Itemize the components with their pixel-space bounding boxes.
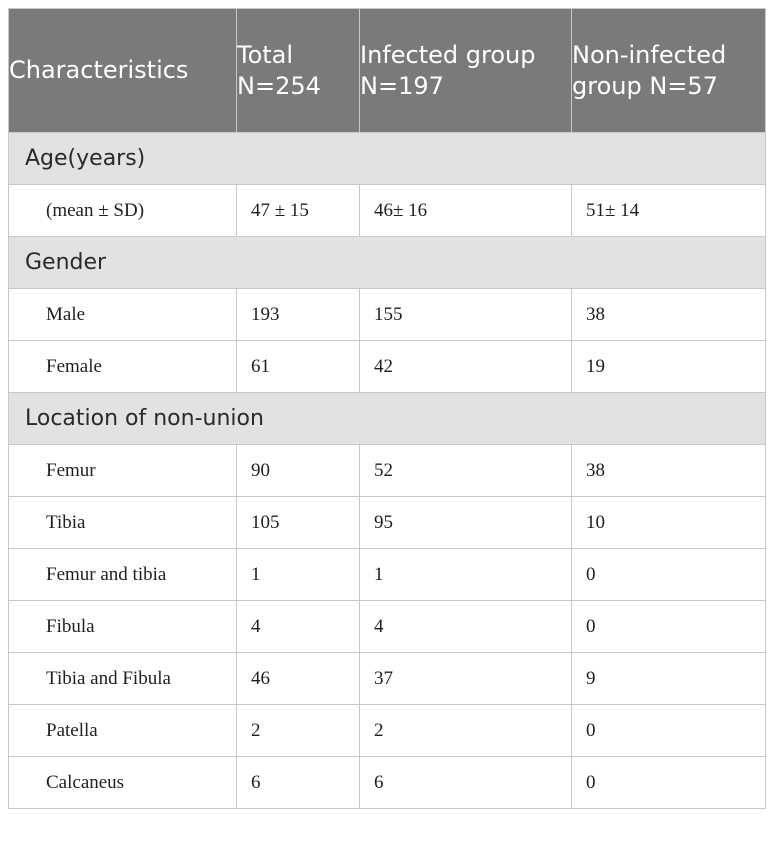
cell-total: 47 ± 15 [237, 185, 360, 237]
cell-infected: 42 [360, 341, 572, 393]
cell-infected: 4 [360, 601, 572, 653]
section-title: Location of non-union [9, 393, 766, 445]
table-row [9, 341, 766, 393]
cell-infected: 2 [360, 705, 572, 757]
cell-total: 1 [237, 549, 360, 601]
cell-infected: 37 [360, 653, 572, 705]
table-row [9, 601, 766, 653]
cell-total: 46 [237, 653, 360, 705]
table-row [9, 757, 766, 809]
cell-total: 2 [237, 705, 360, 757]
table-row [9, 445, 766, 497]
row-label: Male [9, 289, 237, 341]
cell-noninfected: 51± 14 [572, 185, 766, 237]
cell-total: 6 [237, 757, 360, 809]
cell-noninfected: 10 [572, 497, 766, 549]
table-row [9, 549, 766, 601]
cell-noninfected: 0 [572, 549, 766, 601]
row-label: Fibula [9, 601, 237, 653]
header-row [9, 9, 766, 133]
table-row [9, 185, 766, 237]
characteristics-table [8, 8, 766, 809]
cell-total: 193 [237, 289, 360, 341]
cell-infected: 46± 16 [360, 185, 572, 237]
header-noninfected: Non-infected group N=57 [572, 9, 766, 133]
row-label: Tibia [9, 497, 237, 549]
cell-noninfected: 38 [572, 445, 766, 497]
cell-noninfected: 38 [572, 289, 766, 341]
header-characteristics: Characteristics [9, 9, 237, 133]
cell-noninfected: 19 [572, 341, 766, 393]
row-label: Tibia and Fibula [9, 653, 237, 705]
cell-noninfected: 0 [572, 705, 766, 757]
section-location [9, 393, 766, 445]
cell-total: 90 [237, 445, 360, 497]
row-label: Female [9, 341, 237, 393]
cell-infected: 95 [360, 497, 572, 549]
cell-noninfected: 0 [572, 757, 766, 809]
row-label: Femur and tibia [9, 549, 237, 601]
table-row [9, 497, 766, 549]
section-age [9, 133, 766, 185]
section-title: Age(years) [9, 133, 766, 185]
table-row [9, 705, 766, 757]
table-row [9, 289, 766, 341]
row-label: (mean ± SD) [9, 185, 237, 237]
cell-total: 61 [237, 341, 360, 393]
cell-infected: 1 [360, 549, 572, 601]
cell-total: 105 [237, 497, 360, 549]
table-row [9, 653, 766, 705]
row-label: Calcaneus [9, 757, 237, 809]
section-gender [9, 237, 766, 289]
header-total: Total N=254 [237, 9, 360, 133]
section-title: Gender [9, 237, 766, 289]
cell-noninfected: 0 [572, 601, 766, 653]
cell-total: 4 [237, 601, 360, 653]
cell-infected: 6 [360, 757, 572, 809]
cell-noninfected: 9 [572, 653, 766, 705]
row-label: Patella [9, 705, 237, 757]
cell-infected: 155 [360, 289, 572, 341]
cell-infected: 52 [360, 445, 572, 497]
header-infected: Infected group N=197 [360, 9, 572, 133]
row-label: Femur [9, 445, 237, 497]
